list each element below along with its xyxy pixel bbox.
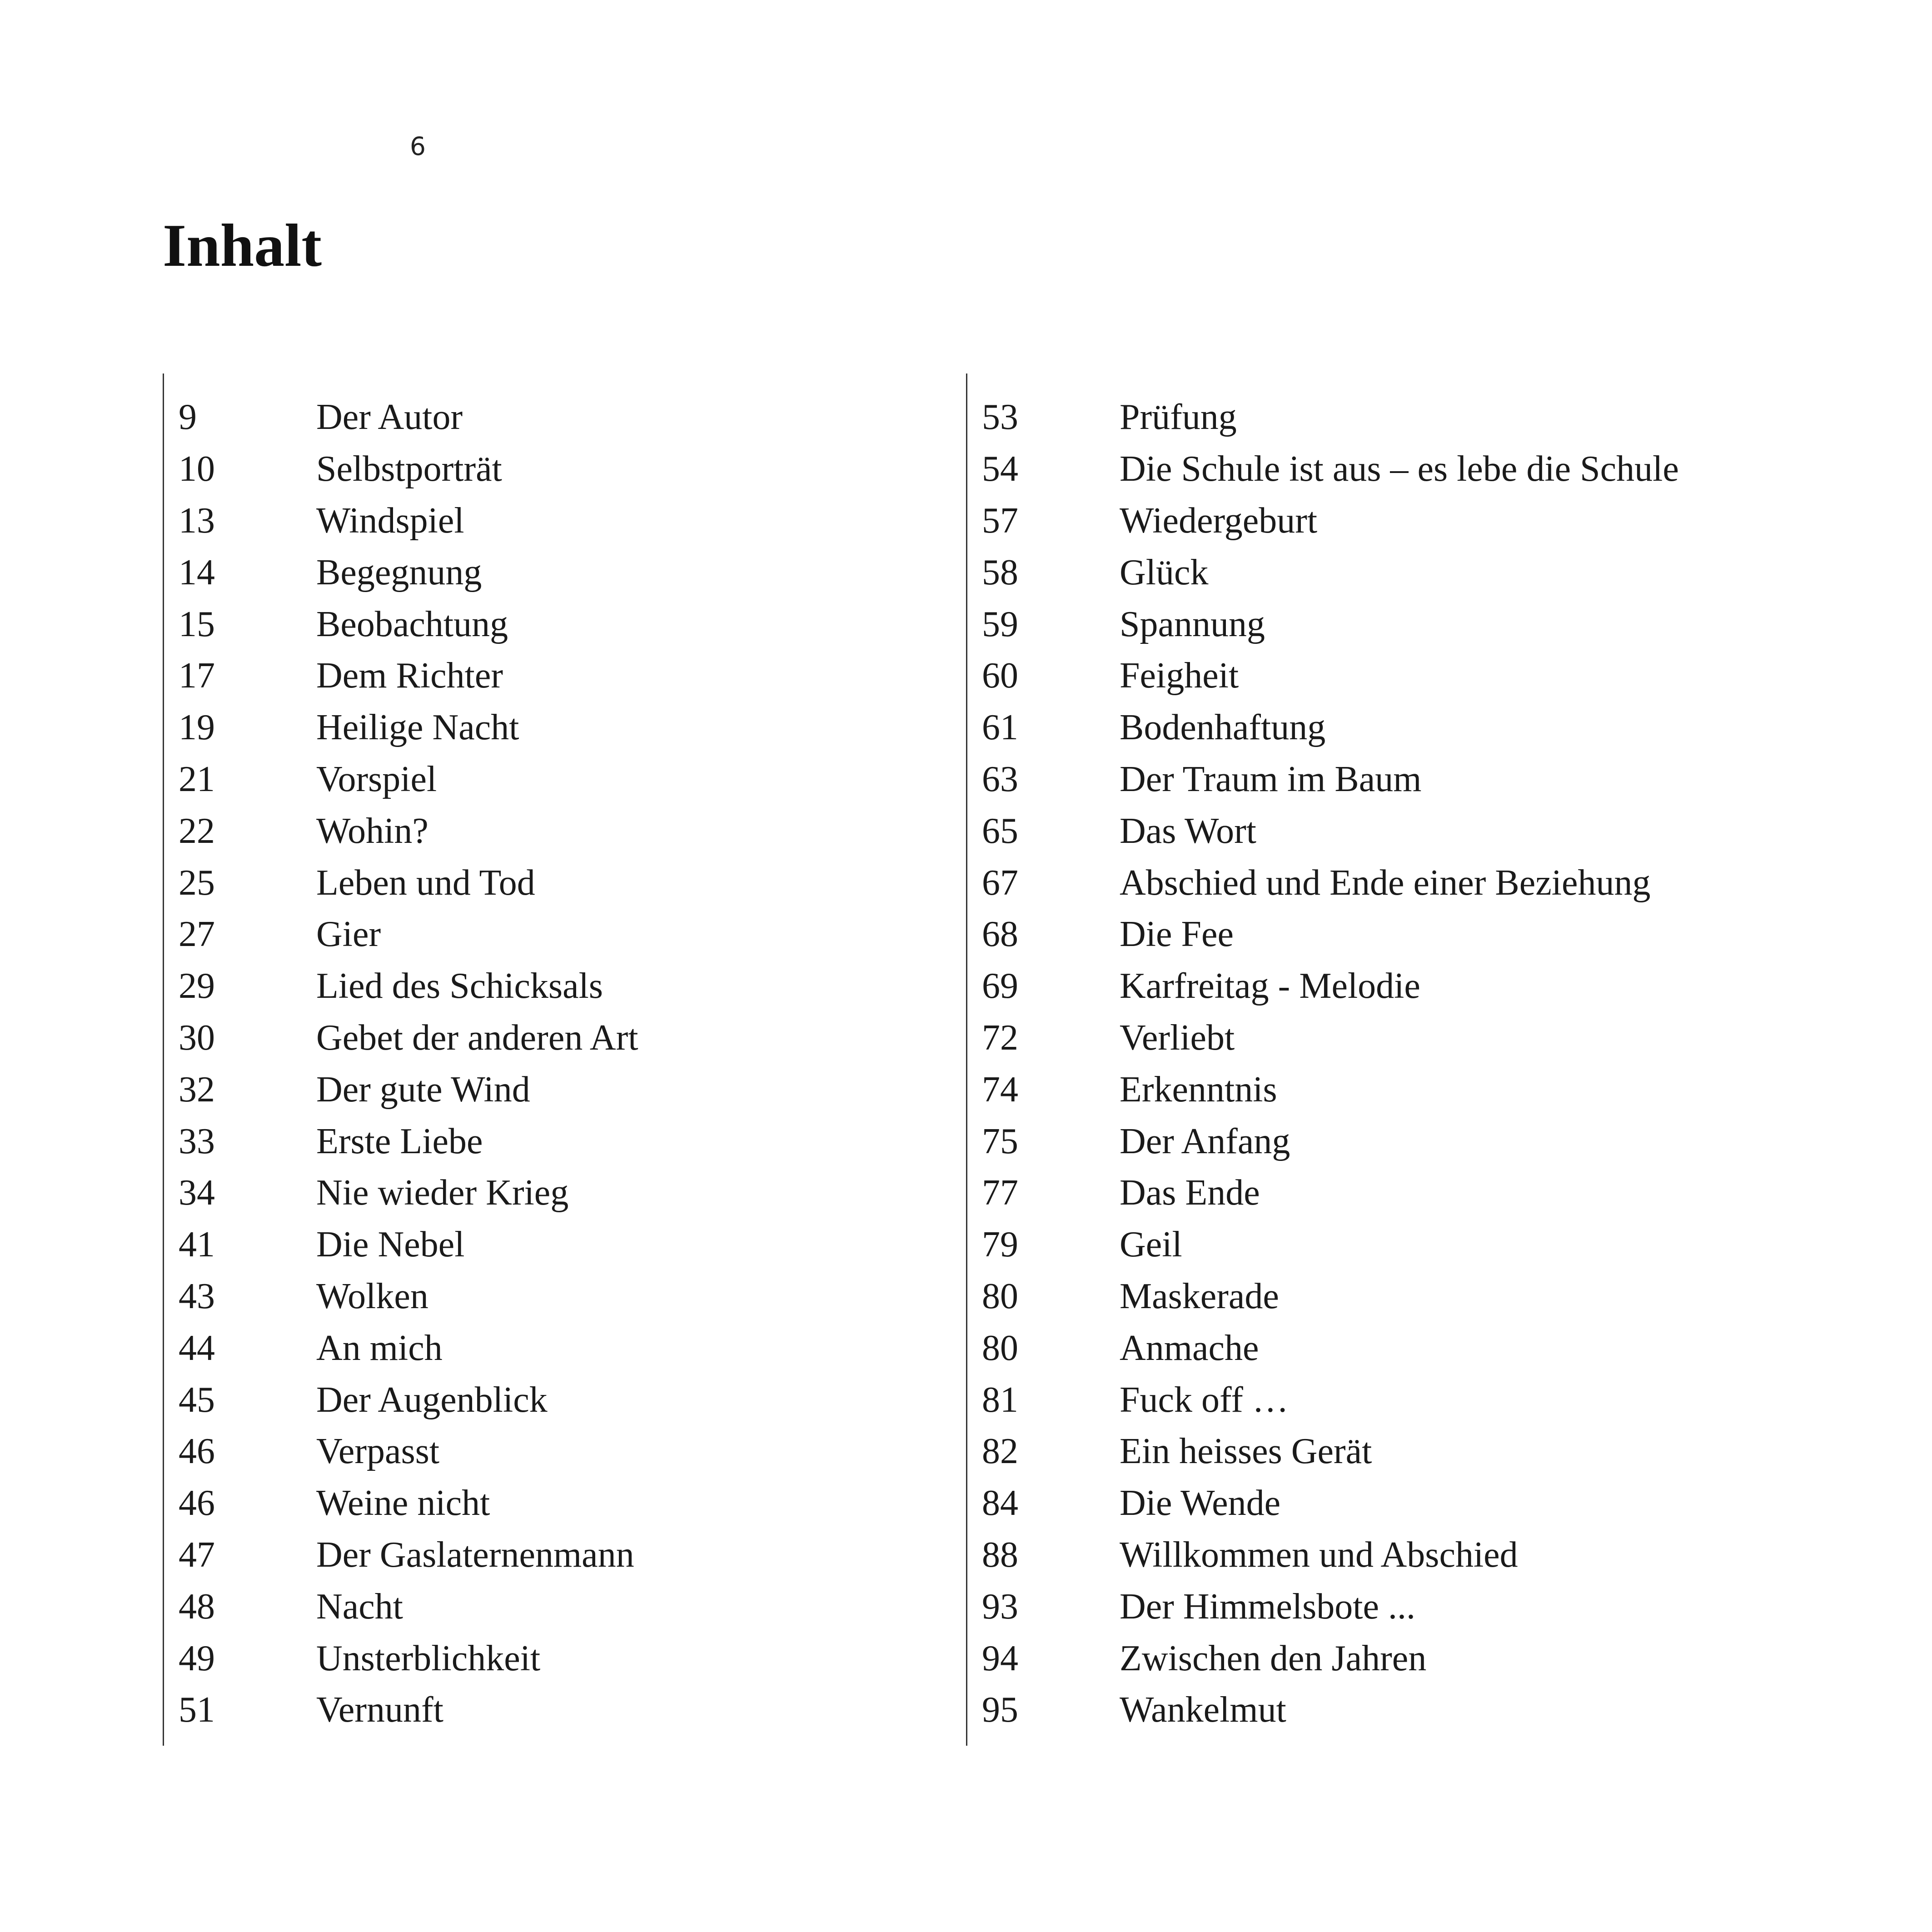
toc-entry [967,1271,1679,1323]
toc-entry-title: Vernunft [316,1690,443,1730]
toc-entry-page-number: 32 [179,1069,215,1110]
toc-entry-title: Der Gaslaternenmann [316,1534,634,1575]
toc-entry-title: Wohin? [316,811,428,851]
toc-entry-title: Gebet der anderen Art [316,1017,638,1058]
toc-column-left [163,373,936,1746]
toc-entry-page-number: 75 [982,1121,1018,1161]
toc-entry-title: Unsterblichkeit [316,1638,541,1678]
toc-entry [164,1684,638,1736]
toc-entry-title: Erkenntnis [1120,1069,1277,1110]
toc-entry-title: Die Wende [1120,1483,1281,1524]
toc-entry [967,392,1679,443]
toc-entry-page-number: 47 [179,1534,215,1575]
toc-entry-title: Maskerade [1120,1276,1279,1316]
toc-entry [967,1012,1679,1064]
toc-entry-title: Karfreitag - Melodie [1120,966,1420,1006]
toc-entry-title: Wankelmut [1120,1690,1286,1730]
toc-entry-page-number: 10 [179,449,215,489]
toc-entry-page-number: 93 [982,1586,1018,1627]
toc-entry-page-number: 79 [982,1225,1018,1265]
toc-entry [164,1633,638,1684]
toc-entry [164,1064,638,1115]
toc-entry-page-number: 46 [179,1431,215,1472]
toc-entry-page-number: 88 [982,1534,1018,1575]
toc-entry-title: Heilige Nacht [316,707,519,748]
toc-entry-page-number: 27 [179,914,215,955]
toc-entry-title: Gier [316,914,381,955]
toc-entry [164,805,638,857]
toc-entry-title: Prüfung [1120,397,1237,438]
toc-entry-title: Nie wieder Krieg [316,1173,569,1213]
toc-entry-title: Feigheit [1120,656,1239,696]
toc-entry-title: Glück [1120,552,1209,593]
toc-entry [164,1115,638,1167]
toc-entry [967,702,1679,754]
toc-entry [967,1219,1679,1271]
toc-entry-title: Dem Richter [316,656,503,696]
toc-entry [967,1167,1679,1219]
toc-entry-page-number: 17 [179,656,215,696]
toc-entry-page-number: 74 [982,1069,1018,1110]
toc-entry-title: Geil [1120,1225,1182,1265]
toc-entry-page-number: 72 [982,1017,1018,1058]
toc-entry-page-number: 61 [982,707,1018,748]
toc-entry-page-number: 80 [982,1276,1018,1316]
toc-entry-title: Das Ende [1120,1173,1260,1213]
toc-entry-page-number: 68 [982,914,1018,955]
toc-entry [164,392,638,443]
toc-entry-title: Weine nicht [316,1483,490,1524]
toc-entry-title: Die Fee [1120,914,1234,955]
toc-entry [164,1271,638,1323]
toc-entry-title: Das Wort [1120,811,1256,851]
toc-entry [164,547,638,598]
toc-entry-page-number: 13 [179,500,215,541]
toc-entry-page-number: 82 [982,1431,1018,1472]
toc-entry-title: Fuck off … [1120,1379,1289,1420]
toc-entry-page-number: 84 [982,1483,1018,1524]
toc-column-right [966,373,1831,1746]
toc-entry-page-number: 81 [982,1379,1018,1420]
toc-entry-title: Der Traum im Baum [1120,759,1422,799]
toc-entry-title: Wolken [316,1276,428,1316]
toc-entry-page-number: 80 [982,1328,1018,1368]
toc-entry-page-number: 67 [982,862,1018,903]
toc-entry-title: Die Schule ist aus – es lebe die Schule [1120,449,1679,489]
toc-entry-title: An mich [316,1328,443,1368]
toc-entry-page-number: 14 [179,552,215,593]
toc-entry-title: Leben und Tod [316,862,535,903]
toc-entry [164,598,638,650]
toc-entry [967,1581,1679,1633]
toc-entry-page-number: 69 [982,966,1018,1006]
toc-entry-page-number: 44 [179,1328,215,1368]
toc-entry-title: Windspiel [316,500,464,541]
toc-entry [164,1374,638,1426]
toc-entry-page-number: 19 [179,707,215,748]
toc-entry-page-number: 53 [982,397,1018,438]
toc-entry-page-number: 41 [179,1225,215,1265]
toc-entry-page-number: 9 [179,397,197,438]
toc-entry [164,1581,638,1633]
toc-entry [164,650,638,702]
toc-entry [967,1374,1679,1426]
toc-entry [967,1064,1679,1115]
toc-entry-page-number: 54 [982,449,1018,489]
toc-entry [967,909,1679,961]
toc-entry [967,805,1679,857]
toc-entry-page-number: 46 [179,1483,215,1524]
toc-entry-page-number: 43 [179,1276,215,1316]
toc-entry-page-number: 77 [982,1173,1018,1213]
toc-entry-page-number: 63 [982,759,1018,799]
toc-entry [967,547,1679,598]
toc-entry-page-number: 60 [982,656,1018,696]
page-number: 6 [410,132,426,161]
toc-entry-title: Der gute Wind [316,1069,530,1110]
toc-entry-title: Vorspiel [316,759,437,799]
toc-entry [164,1219,638,1271]
toc-entry [164,961,638,1012]
toc-entry-page-number: 57 [982,500,1018,541]
toc-entry-title: Anmache [1120,1328,1259,1368]
toc-entry [967,650,1679,702]
toc-entry [164,909,638,961]
toc-entry-title: Beobachtung [316,604,508,644]
toc-entry [967,1426,1679,1478]
toc-entry-page-number: 33 [179,1121,215,1161]
toc-entry-title: Selbstporträt [316,449,502,489]
toc-entry-title: Verliebt [1120,1017,1235,1058]
toc-entry [967,961,1679,1012]
toc-entry-title: Der Augenblick [316,1379,548,1420]
toc-entry [164,1529,638,1581]
toc-entry [967,1633,1679,1684]
toc-entry [164,1167,638,1219]
toc-entry-page-number: 45 [179,1379,215,1420]
toc-entry-title: Willkommen und Abschied [1120,1534,1518,1575]
toc-entry [164,702,638,754]
toc-entry [967,754,1679,806]
toc-entry [164,1012,638,1064]
toc-entry-title: Der Autor [316,397,463,438]
toc-entry-title: Der Anfang [1120,1121,1290,1161]
toc-entry [967,1322,1679,1374]
toc-entry [967,495,1679,547]
toc-entry-page-number: 51 [179,1690,215,1730]
toc-entry-title: Spannung [1120,604,1265,644]
page-title: Inhalt [163,212,322,279]
toc-entry-page-number: 58 [982,552,1018,593]
toc-entry-page-number: 94 [982,1638,1018,1678]
toc-entry [967,1115,1679,1167]
toc-entry-title: Begegnung [316,552,482,593]
toc-entry-page-number: 59 [982,604,1018,644]
toc-list-left [164,392,638,1736]
toc-entry-title: Wiedergeburt [1120,500,1318,541]
toc-entry-page-number: 25 [179,862,215,903]
toc-list-right [967,392,1679,1736]
toc-entry [164,1478,638,1529]
toc-entry-page-number: 48 [179,1586,215,1627]
toc-entry [164,443,638,495]
toc-entry-page-number: 22 [179,811,215,851]
toc-entry-page-number: 49 [179,1638,215,1678]
toc-entry-page-number: 21 [179,759,215,799]
toc-entry [967,443,1679,495]
toc-entry-page-number: 65 [982,811,1018,851]
toc-entry-title: Ein heisses Gerät [1120,1431,1372,1472]
toc-entry-title: Erste Liebe [316,1121,483,1161]
toc-entry-title: Bodenhaftung [1120,707,1326,748]
toc-entry [967,1684,1679,1736]
toc-entry-title: Verpasst [316,1431,440,1472]
toc-entry-page-number: 34 [179,1173,215,1213]
toc-entry [164,495,638,547]
toc-entry [967,1529,1679,1581]
toc-entry [164,857,638,909]
toc-entry-page-number: 29 [179,966,215,1006]
toc-entry-page-number: 30 [179,1017,215,1058]
toc-entry [967,857,1679,909]
toc-entry-title: Die Nebel [316,1225,465,1265]
toc-entry-title: Nacht [316,1586,403,1627]
toc-entry-page-number: 95 [982,1690,1018,1730]
toc-entry-title: Lied des Schicksals [316,966,603,1006]
toc-entry [164,1322,638,1374]
toc-entry [967,598,1679,650]
toc-entry [967,1478,1679,1529]
toc-entry-title: Abschied und Ende einer Beziehung [1120,862,1651,903]
toc-entry-page-number: 15 [179,604,215,644]
toc-entry-title: Zwischen den Jahren [1120,1638,1427,1678]
toc-entry-title: Der Himmelsbote ... [1120,1586,1415,1627]
toc-entry [164,1426,638,1478]
toc-entry [164,754,638,806]
